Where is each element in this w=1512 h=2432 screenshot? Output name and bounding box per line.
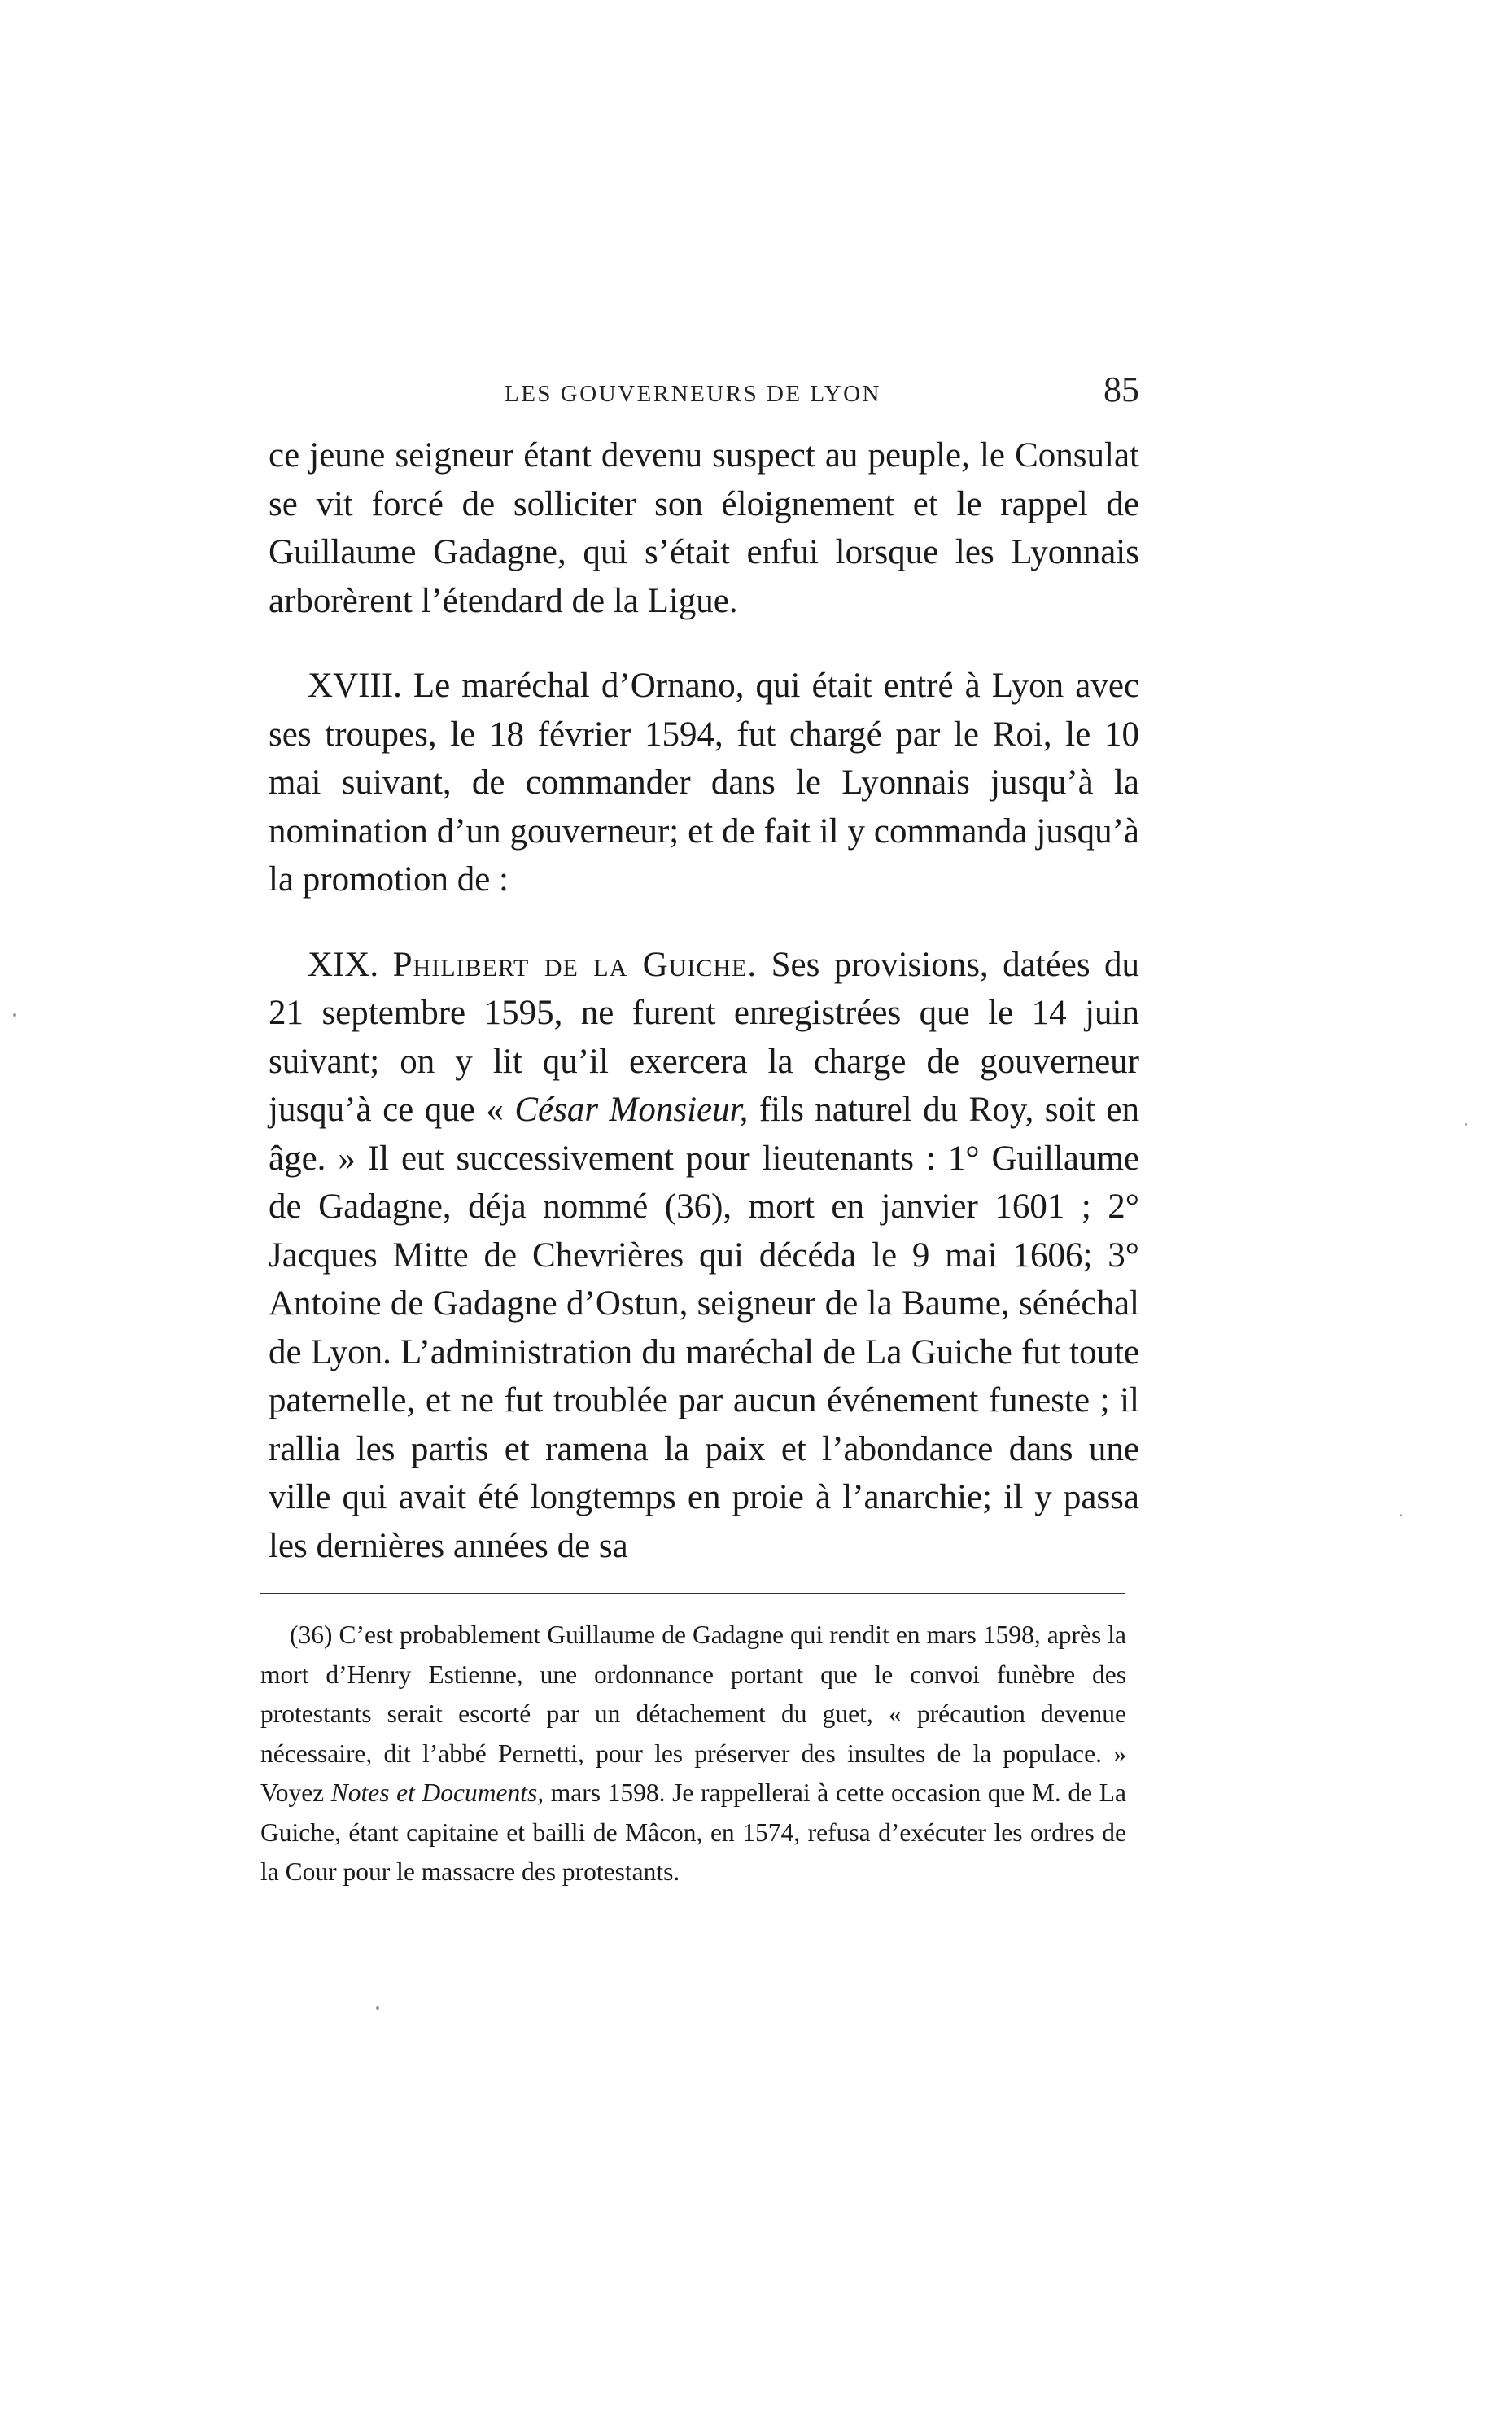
footnote-36 (260, 1616, 1126, 1892)
paragraph-xviii: XVIII. Le maréchal d’Ornano, qui était entré à Lyon avec ses troupes, le 18 février 1594, fut chargé par le Roi, le 10 mai suivant, de commander dans le Lyonnais jusqu’à la nomination d’un gouverneur; et de fait il y commanda jusqu’à la promotion de : (269, 667, 1139, 899)
page-header (269, 365, 1139, 422)
paragraph-text-continued: fils naturel du Roy, soit en âge. » Il eut successivement pour lieutenants : 1° Guillaume de Gadagne, déja nommé (36), mort en janvier 1601 ; 2° Jacques Mitte de Chevrières qui décéda le 9 mai 1606; 3° Antoine de Gadagne d’Ostun, seigneur de la Baume, sénéchal de Lyon. L’administration du maréchal de La Guiche fut toute paternelle, et ne fut troublée par aucun événement funeste ; il rallia les partis et ramena la paix et l’abondance dans une ville qui avait été longtemps en proie à l’anarchie; il y passa les dernières années de sa (269, 1091, 1140, 1565)
scan-speck (376, 2006, 379, 2010)
italic-quote: César Monsieur, (514, 1091, 749, 1129)
section-numeral: XIX. (308, 945, 379, 984)
scan-speck (1400, 1514, 1402, 1516)
footnote-rule (260, 1593, 1125, 1594)
main-text (269, 431, 1139, 1570)
footnote-italic-reference: Notes et Documents, (330, 1778, 544, 1807)
footnote (260, 1616, 1126, 1892)
paragraph-xix (269, 941, 1139, 1571)
scan-speck (1465, 1123, 1467, 1126)
paragraph-text: Ses provisions, datées du 21 septembre 1595, ne furent enregistrées que le 14 juin suivant; on y lit qu’il exercera la charge de gouverneur jusqu’à ce que « (269, 945, 1139, 1129)
page-number: 85 (1103, 370, 1139, 409)
paragraph-continuation: ce jeune seigneur étant devenu suspect au peuple, le Consulat se vit forcé de solliciter son éloignement et le rappel de Guillaume Gadagne, qui s’était enfui lorsque les Lyonnais arborèrent l’étendard de la Ligue. (269, 436, 1139, 620)
footnote-text: (36) C’est probablement Guillaume de Gadagne qui rendit en mars 1598, après la mort d’Henry Estienne, une ordonnance portant que le convoi funèbre des protestants serait escorté par un détachement du guet, « précaution devenue nécessaire, dit l’abbé Pernetti, pour les préserver des insultes de la populace. » Voyez (260, 1621, 1126, 1807)
governor-name: Philibert de la Guiche. (392, 945, 758, 984)
footnote-text-continued: mars 1598. Je rappellerai à cette occasion que M. de La Guiche, étant capitaine et bailli de Mâcon, en 1574, refusa d’exécuter les ordres de la Cour pour le massacre des protestants. (260, 1778, 1127, 1886)
running-title: LES GOUVERNEURS DE LYON (505, 381, 882, 407)
scan-speck (13, 1013, 16, 1017)
